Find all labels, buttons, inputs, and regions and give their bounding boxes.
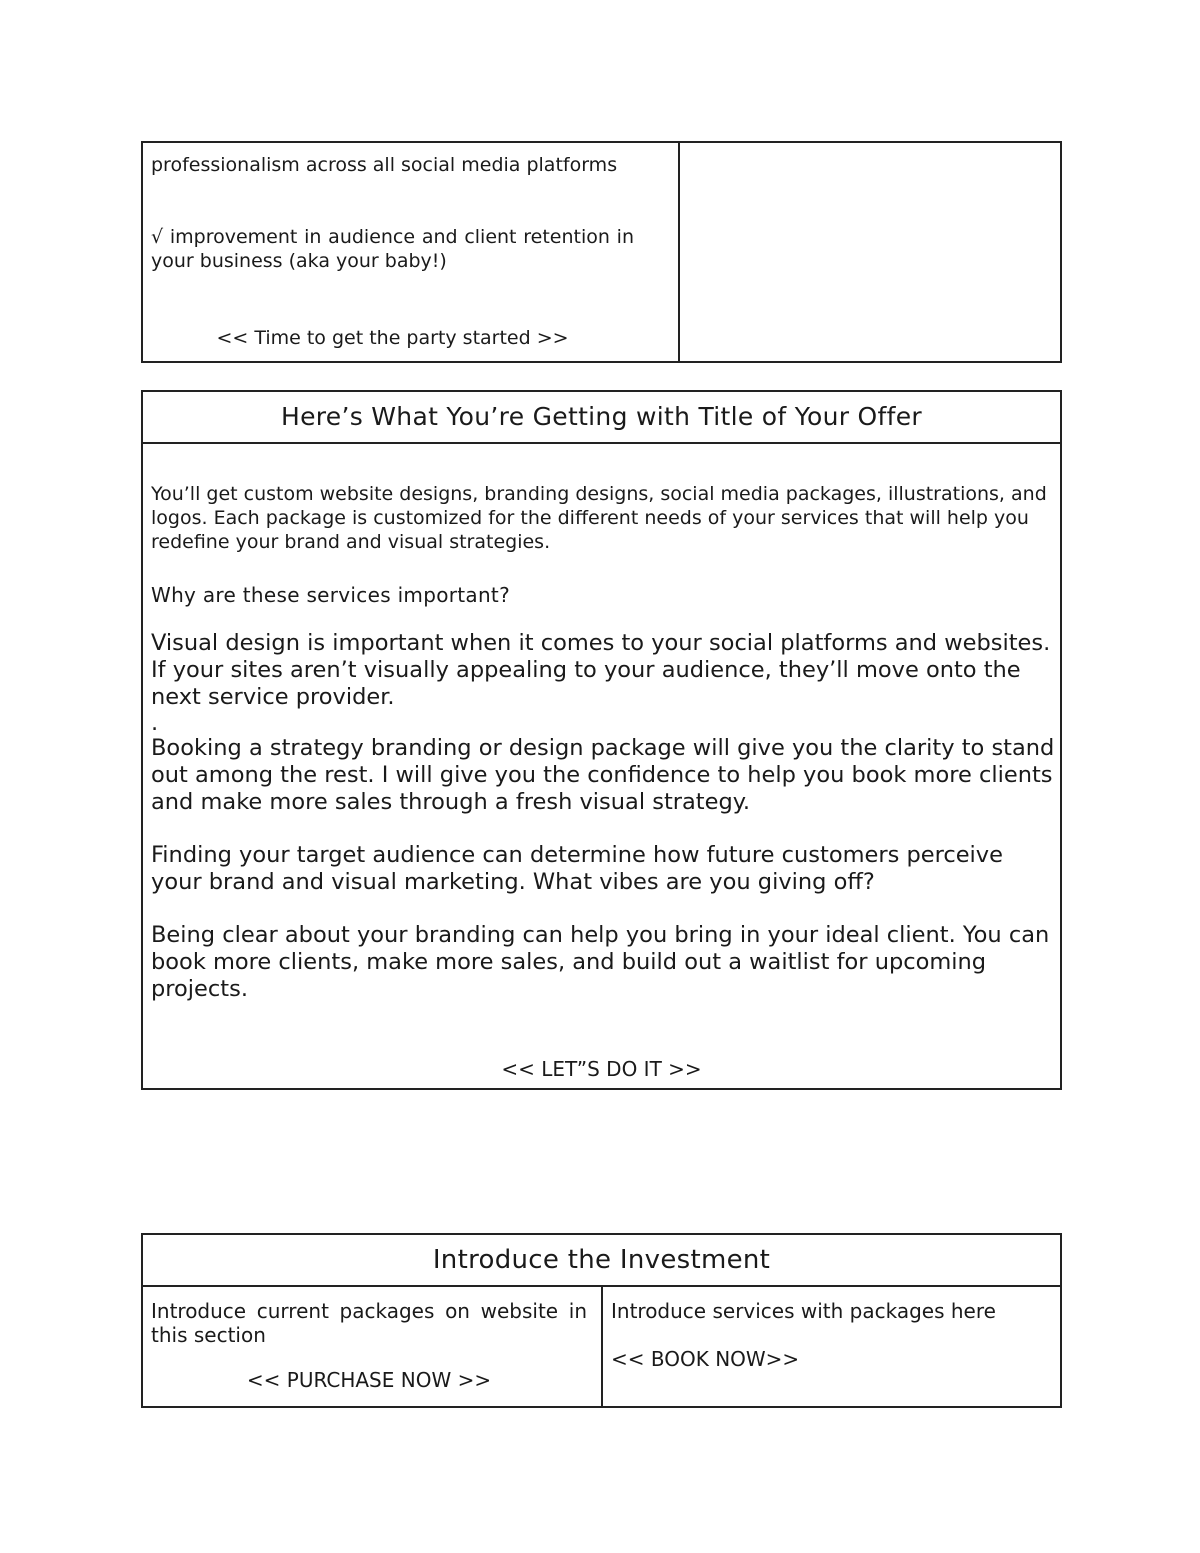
top-table-left-cell (151, 153, 634, 350)
investment-left-cell (151, 1299, 587, 1392)
offer-title-divider (143, 442, 1060, 444)
offer-paragraph-3: Finding your target audience can determine how future customers perceive your brand and visual marketing. What vibes are you giving off? (151, 842, 1003, 895)
purchase-now-link[interactable]: << PURCHASE NOW >> (246, 1368, 492, 1392)
investment-section-title: Introduce the Investment (432, 1245, 771, 1275)
benefit-text-line: professionalism across all social media platforms (151, 154, 618, 176)
packages-description: Introduce current packages on website in this section (151, 1299, 587, 1347)
lets-do-it-link[interactable]: << LET”S DO IT >> (501, 1057, 702, 1081)
party-cta-link[interactable]: << Time to get the party started >> (216, 327, 569, 349)
offer-section-title: Here’s What You’re Getting with Title of Your Offer (280, 402, 922, 431)
benefit-item: √ improvement in audience and client retention in your business (aka your baby!) (151, 226, 634, 272)
investment-right-cell (611, 1299, 1051, 1371)
offer-intro: You’ll get custom website designs, branding designs, social media packages, illustrations, and logos. Each package is customized for the different needs of your services that will help you redefine your brand and visual strategies. (151, 483, 1047, 553)
services-description: Introduce services with packages here (611, 1299, 996, 1323)
offer-section (141, 390, 1062, 1090)
offer-paragraph-2: Booking a strategy branding or design package will give you the clarity to stand out among the rest. I will give you the confidence to help you book more clients and make more sales through a fresh visual strategy. (151, 735, 1055, 815)
top-table-right-cell (680, 143, 1060, 361)
book-now-link[interactable]: << BOOK NOW>> (611, 1347, 800, 1371)
investment-section (141, 1233, 1062, 1408)
offer-paragraph-4: Being clear about your branding can help you bring in your ideal client. You can book more clients, make more sales, and build out a waitlist for upcoming projects. (151, 922, 1050, 1002)
top-table (141, 141, 1062, 363)
offer-separator-dot: . (151, 710, 159, 736)
offer-paragraph-1: Visual design is important when it comes to your social platforms and websites. If your sites aren’t visually appealing to your audience, they’ll move onto the next service provider. (151, 630, 1051, 710)
investment-column-divider (601, 1286, 603, 1406)
offer-body (151, 482, 1056, 1003)
offer-question: Why are these services important? (151, 583, 510, 607)
